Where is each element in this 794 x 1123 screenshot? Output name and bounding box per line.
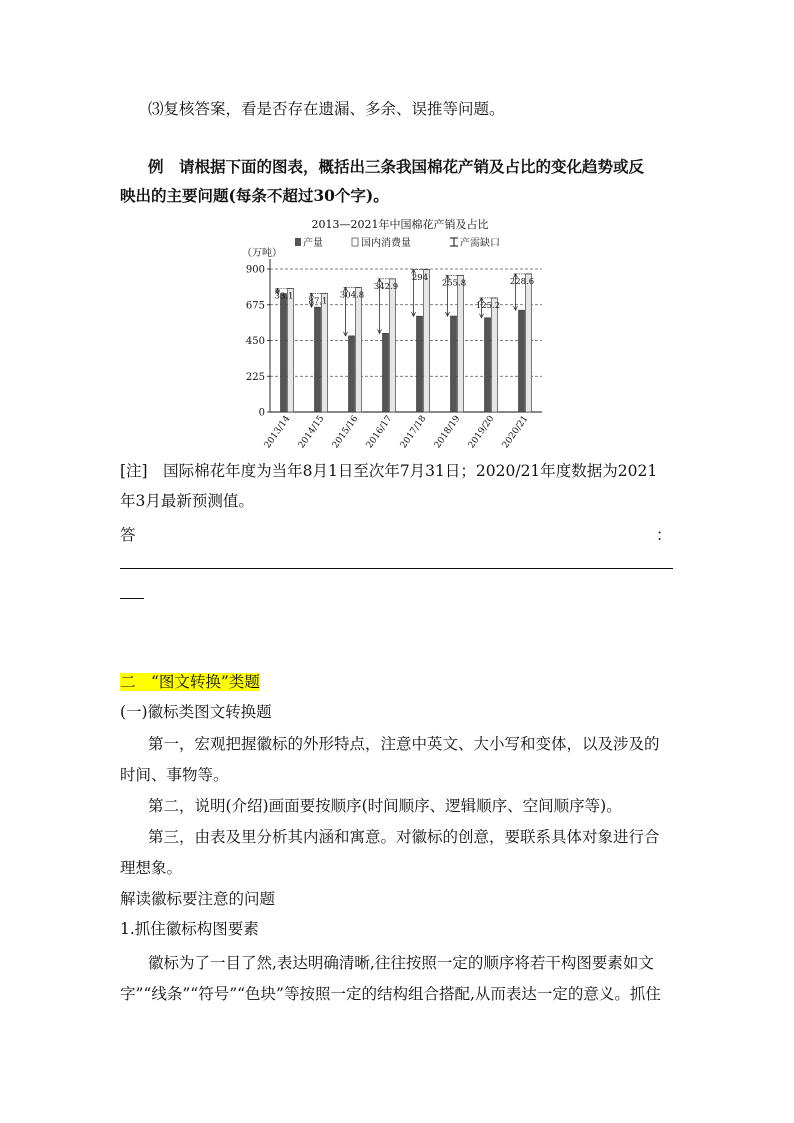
- example-prompt-line-2: 映出的主要问题(每条不超过30个字)。: [120, 186, 389, 205]
- y-tick-label: 900: [245, 264, 265, 276]
- heading-logo-elements: 1.抓住徽标构图要素: [120, 920, 259, 938]
- x-tick-label: 2019/20: [466, 413, 497, 451]
- example-prompt-line-1: 例 请根据下面的图表，概括出三条我国棉花产销及占比的变化趋势或反: [148, 157, 645, 176]
- x-tick-label: 2018/19: [432, 413, 463, 451]
- section-title: 二 “图文转换”类题: [120, 673, 260, 691]
- bar-consumption: [458, 275, 464, 412]
- chart-legend: [295, 236, 500, 249]
- legend-label-consumption: 国内消费量: [361, 238, 411, 249]
- x-tick-label: 2017/18: [398, 413, 429, 451]
- answer-colon: ：: [656, 526, 672, 544]
- bar-production: [485, 318, 491, 412]
- gap-value-label: 294: [411, 273, 429, 283]
- paragraph-line-2: 字”“线条”“符号”“色块”等按照一定的结构组合搭配,从而表达一定的意义。抓住: [120, 985, 661, 1003]
- bar-production: [281, 294, 287, 412]
- bar-production: [519, 310, 525, 412]
- bar-consumption: [526, 274, 532, 412]
- bar-production: [315, 307, 321, 412]
- point-3-line-2: 理想象。: [120, 859, 183, 877]
- y-tick-label: 0: [258, 407, 265, 419]
- x-tick-label: 2015/16: [330, 413, 361, 451]
- bar-consumption: [356, 287, 362, 412]
- bar-production: [451, 316, 457, 412]
- x-tick-label: 2016/17: [364, 413, 395, 451]
- x-tick-label: 2020/21: [500, 413, 531, 451]
- x-tick-label: 2014/15: [296, 413, 327, 451]
- bar-consumption: [424, 269, 430, 412]
- paragraph-line-1: 徽标为了一目了然,表达明确清晰,往往按照一定的顺序将若干构图要素如文: [148, 954, 654, 972]
- gap-value-label: 228.6: [509, 276, 535, 287]
- bar-production: [383, 333, 389, 412]
- x-tick-label: 2013/14: [262, 413, 293, 451]
- chart-note-line-1: [注] 国际棉花年度为当年8月1日至次年7月31日；2020/21年度数据为2021: [120, 462, 658, 480]
- step-3-text: ⑶复核答案，看是否存在遗漏、多余、误推等问题。: [148, 100, 505, 118]
- bar-production: [349, 336, 355, 412]
- bar-production: [417, 316, 423, 412]
- gap-value-label: 304.8: [339, 290, 365, 301]
- chart-title: 2013—2021年中国棉花产销及占比: [311, 218, 489, 231]
- y-axis-unit: （万吨）: [242, 248, 282, 259]
- legend-swatch-production: [295, 238, 301, 246]
- gap-value-label: 255.8: [441, 278, 467, 289]
- gap-value-label: 125.2: [475, 300, 501, 311]
- y-tick-label: 675: [245, 300, 265, 312]
- y-tick-label: 450: [245, 336, 265, 347]
- cotton-chart: [230, 214, 560, 459]
- legend-label-production: 产量: [303, 238, 323, 249]
- bar-consumption: [322, 293, 328, 412]
- bar-consumption: [390, 279, 396, 412]
- point-3-line-1: 第三，由表及里分析其内涵和寓意。对徽标的创意，要联系具体对象进行合: [148, 828, 660, 846]
- gap-value-label: 33.1: [274, 291, 294, 302]
- answer-line: [120, 568, 673, 569]
- point-1-line-2: 时间、事物等。: [120, 766, 229, 784]
- y-tick-label: 225: [245, 371, 265, 383]
- chart-note-line-2: 年3月最新预测值。: [120, 492, 254, 510]
- subsection-title: (一)徽标类图文转换题: [120, 703, 272, 721]
- legend-label-gap: 产需缺口: [460, 238, 500, 249]
- point-2: 第二，说明(介绍)画面要按顺序(时间顺序、逻辑顺序、空间顺序等)。: [148, 797, 622, 815]
- legend-swatch-consumption: [352, 238, 358, 246]
- heading-logo-issues: 解读徽标要注意的问题: [120, 890, 276, 908]
- answer-label: 答: [120, 526, 136, 544]
- answer-line-short: [120, 598, 144, 599]
- point-1-line-1: 第一，宏观把握徽标的外形特点，注意中英文、大小写和变体，以及涉及的: [148, 735, 660, 753]
- bar-consumption: [288, 288, 294, 412]
- bar-consumption: [492, 298, 498, 412]
- gap-value-label: 342.9: [373, 281, 399, 292]
- gap-value-label: 87.1: [308, 296, 328, 307]
